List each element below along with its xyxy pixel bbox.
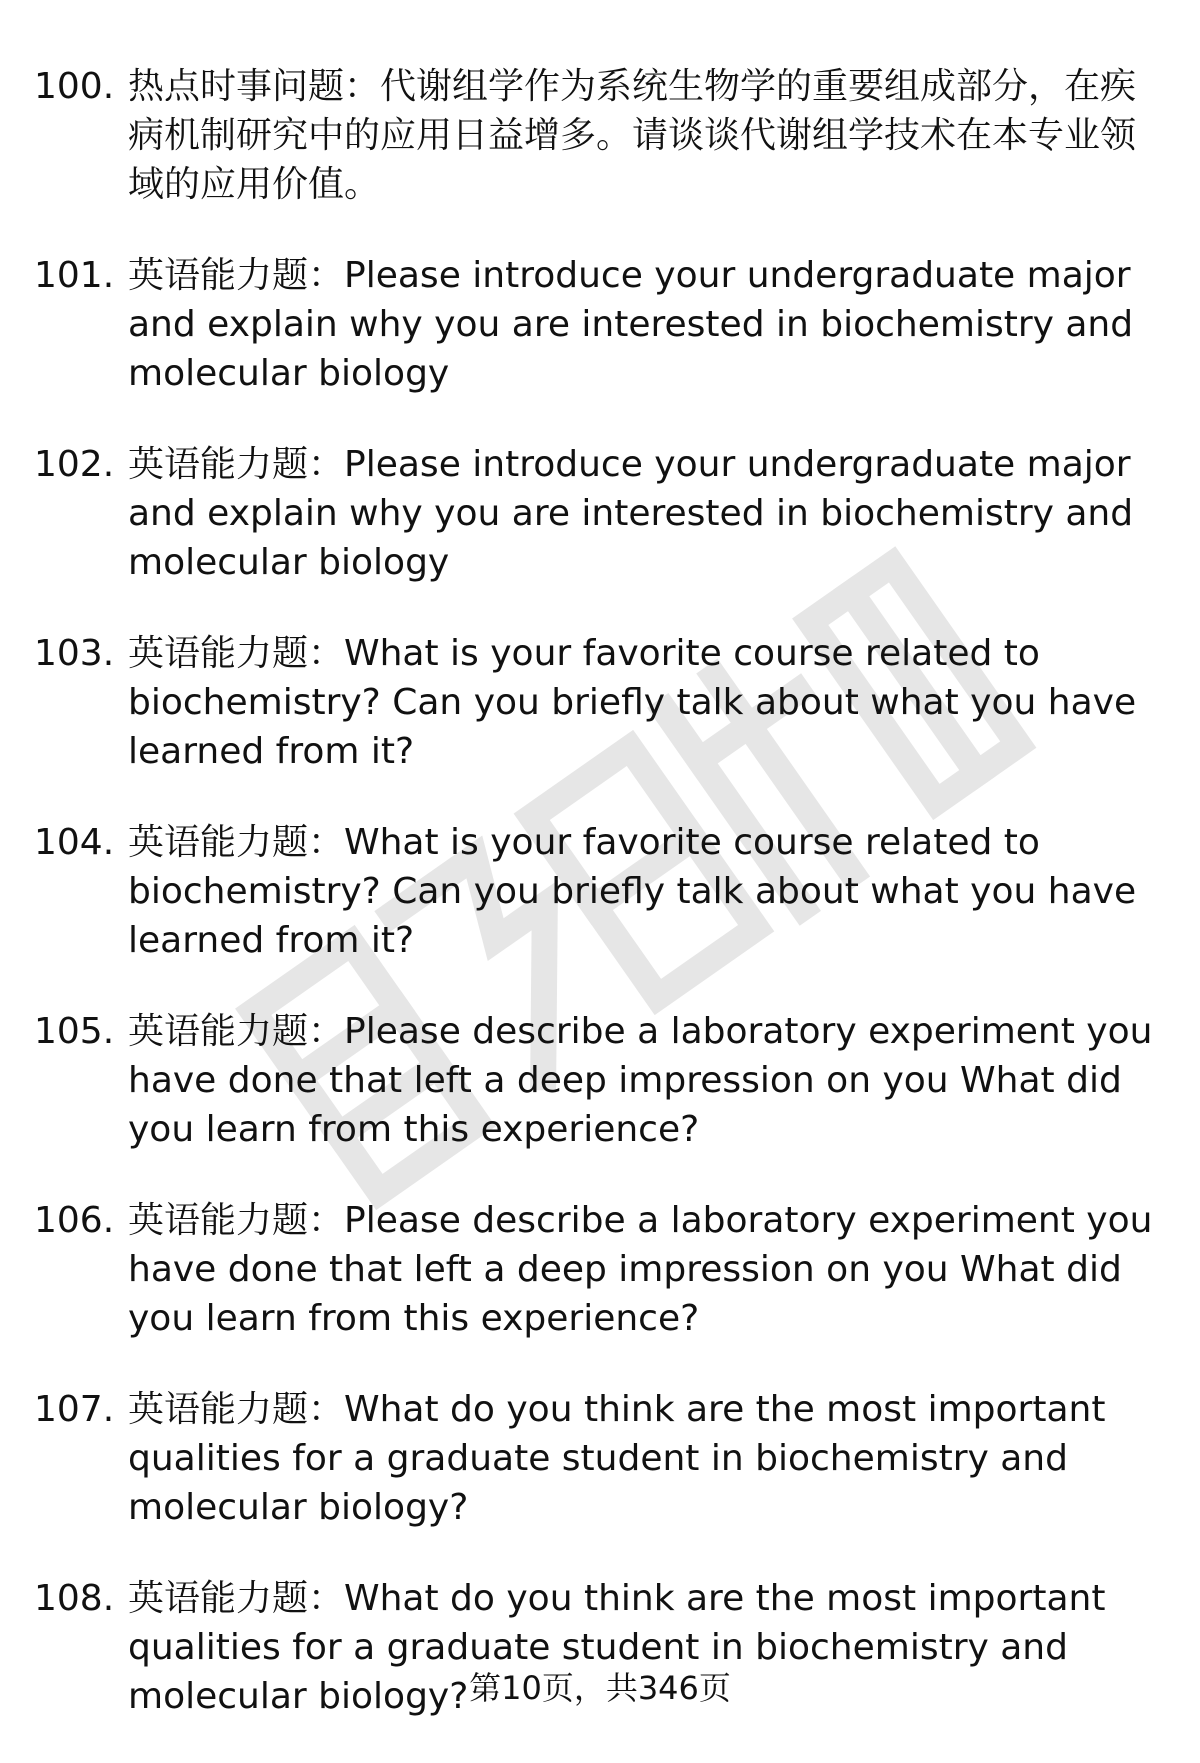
- question-item: [34, 1007, 1164, 1154]
- question-category-label: 英语能力题：: [128, 633, 345, 674]
- question-number: 107.: [34, 1389, 115, 1430]
- question-body: [128, 1007, 1164, 1154]
- question-body: [128, 440, 1164, 587]
- question-text: Please describe a laboratory experiment you have done that left a deep impression on you What did you learn from this experience?: [128, 1011, 1153, 1150]
- question-category-label: 热点时事问题：: [128, 66, 381, 107]
- question-item: [34, 251, 1164, 398]
- question-item: [34, 629, 1164, 776]
- question-category-label: 英语能力题：: [128, 1389, 345, 1430]
- question-number: 102.: [34, 444, 115, 485]
- question-text: What is your favorite course related to biochemistry? Can you briefly talk about what you have learned from it?: [128, 633, 1137, 772]
- question-item: [34, 1196, 1164, 1343]
- question-list: [34, 62, 1164, 1763]
- question-text: What is your favorite course related to biochemistry? Can you briefly talk about what you have learned from it?: [128, 822, 1137, 961]
- question-number: 101.: [34, 255, 115, 296]
- question-item: [34, 818, 1164, 965]
- question-number: 105.: [34, 1011, 115, 1052]
- question-body: [128, 1385, 1164, 1532]
- question-item: [34, 62, 1164, 209]
- question-body: [128, 62, 1164, 209]
- question-text: Please introduce your undergraduate major and explain why you are interested in biochemistry and molecular biology: [128, 444, 1134, 583]
- question-number: 103.: [34, 633, 115, 674]
- question-text: What do you think are the most important qualities for a graduate student in biochemistry and molecular biology?: [128, 1578, 1106, 1717]
- question-item: [34, 1385, 1164, 1532]
- question-category-label: 英语能力题：: [128, 255, 345, 296]
- question-number: 104.: [34, 822, 115, 863]
- question-category-label: 英语能力题：: [128, 1200, 345, 1241]
- question-text: Please describe a laboratory experiment you have done that left a deep impression on you What did you learn from this experience?: [128, 1200, 1153, 1339]
- question-number: 100.: [34, 66, 115, 107]
- question-number: 108.: [34, 1578, 115, 1619]
- question-category-label: 英语能力题：: [128, 444, 345, 485]
- question-body: [128, 1196, 1164, 1343]
- question-category-label: 英语能力题：: [128, 1011, 345, 1052]
- question-text: What do you think are the most important qualities for a graduate student in biochemistry and molecular biology?: [128, 1389, 1106, 1528]
- question-text: 代谢组学作为系统生物学的重要组成部分，在疾病机制研究中的应用日益增多。请谈谈代谢组学技术在本专业领域的应用价值。: [128, 66, 1137, 205]
- question-category-label: 英语能力题：: [128, 822, 345, 863]
- question-body: [128, 818, 1164, 965]
- question-body: [128, 629, 1164, 776]
- question-category-label: 英语能力题：: [128, 1578, 345, 1619]
- question-item: [34, 440, 1164, 587]
- question-body: [128, 251, 1164, 398]
- question-number: 106.: [34, 1200, 115, 1241]
- page-footer: 第10页，共346页: [469, 1669, 731, 1707]
- question-text: Please introduce your undergraduate major and explain why you are interested in biochemistry and molecular biology: [128, 255, 1134, 394]
